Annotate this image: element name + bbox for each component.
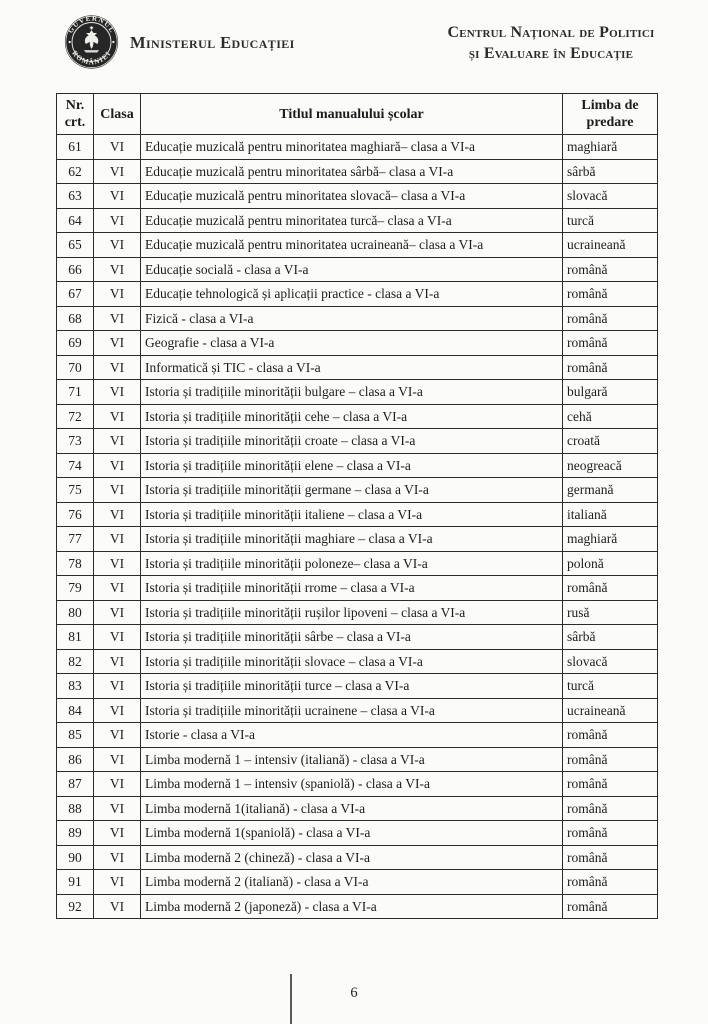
table-row [57, 306, 658, 331]
table-row [57, 331, 658, 356]
cell-nr-crt: 90 [57, 845, 94, 870]
table-row [57, 527, 658, 552]
cell-nr-crt: 64 [57, 208, 94, 233]
cell-title: Istoria și tradițiile minorității slovace – clasa a VI-a [141, 649, 563, 674]
cell-nr-crt: 71 [57, 380, 94, 405]
cell-title: Istoria și tradițiile minorității rrome – clasa a VI-a [141, 576, 563, 601]
table-row [57, 233, 658, 258]
table-row [57, 870, 658, 895]
table-row [57, 184, 658, 209]
cell-title: Limba modernă 1(italiană) - clasa a VI-a [141, 796, 563, 821]
cell-title: Istoria și tradițiile minorității rușilor lipoveni – clasa a VI-a [141, 600, 563, 625]
cell-nr-crt: 73 [57, 429, 94, 454]
cell-clasa: VI [94, 845, 141, 870]
cell-clasa: VI [94, 135, 141, 160]
cell-nr-crt: 74 [57, 453, 94, 478]
cell-title: Fizică - clasa a VI-a [141, 306, 563, 331]
cell-clasa: VI [94, 796, 141, 821]
cell-limba: sârbă [563, 625, 658, 650]
cell-nr-crt: 92 [57, 894, 94, 919]
cell-clasa: VI [94, 894, 141, 919]
cell-nr-crt: 78 [57, 551, 94, 576]
cell-nr-crt: 79 [57, 576, 94, 601]
cell-limba: neogreacă [563, 453, 658, 478]
national-center-title [420, 22, 682, 64]
cell-clasa: VI [94, 208, 141, 233]
cell-clasa: VI [94, 184, 141, 209]
cell-nr-crt: 70 [57, 355, 94, 380]
cell-clasa: VI [94, 674, 141, 699]
cell-limba: română [563, 894, 658, 919]
cell-title: Istoria și tradițiile minorității croate – clasa a VI-a [141, 429, 563, 454]
cell-title: Istorie - clasa a VI-a [141, 723, 563, 748]
cell-title: Istoria și tradițiile minorității turce – clasa a VI-a [141, 674, 563, 699]
cell-title: Istoria și tradițiile minorității italiene – clasa a VI-a [141, 502, 563, 527]
cell-title: Limba modernă 1 – intensiv (spaniolă) - clasa a VI-a [141, 772, 563, 797]
cell-nr-crt: 76 [57, 502, 94, 527]
table-header-row [57, 94, 658, 135]
cell-limba: turcă [563, 208, 658, 233]
cell-limba: română [563, 576, 658, 601]
cell-title: Istoria și tradițiile minorității ucrainene – clasa a VI-a [141, 698, 563, 723]
cell-title: Istoria și tradițiile minorității bulgare – clasa a VI-a [141, 380, 563, 405]
cell-clasa: VI [94, 698, 141, 723]
cell-limba: ucraineană [563, 698, 658, 723]
cell-limba: maghiară [563, 527, 658, 552]
cell-limba: română [563, 870, 658, 895]
cell-title: Educație socială - clasa a VI-a [141, 257, 563, 282]
cell-limba: cehă [563, 404, 658, 429]
table-row [57, 625, 658, 650]
cell-title: Educație muzicală pentru minoritatea maghiară– clasa a VI-a [141, 135, 563, 160]
table-row [57, 894, 658, 919]
cell-nr-crt: 87 [57, 772, 94, 797]
cell-limba: croată [563, 429, 658, 454]
table-row [57, 845, 658, 870]
cell-nr-crt: 84 [57, 698, 94, 723]
table-row [57, 674, 658, 699]
cell-clasa: VI [94, 625, 141, 650]
cell-nr-crt: 77 [57, 527, 94, 552]
cell-title: Istoria și tradițiile minorității maghiare – clasa a VI-a [141, 527, 563, 552]
cell-limba: polonă [563, 551, 658, 576]
cell-clasa: VI [94, 649, 141, 674]
cell-limba: română [563, 331, 658, 356]
cell-title: Istoria și tradițiile minorității elene – clasa a VI-a [141, 453, 563, 478]
cell-limba: română [563, 723, 658, 748]
cell-limba: ucraineană [563, 233, 658, 258]
cell-nr-crt: 91 [57, 870, 94, 895]
table-row [57, 551, 658, 576]
cell-nr-crt: 80 [57, 600, 94, 625]
cell-limba: slovacă [563, 649, 658, 674]
cell-clasa: VI [94, 429, 141, 454]
cell-clasa: VI [94, 306, 141, 331]
cell-nr-crt: 85 [57, 723, 94, 748]
government-of-romania-seal-icon [63, 12, 120, 72]
column-header-clasa: Clasa [94, 94, 141, 135]
cell-limba: română [563, 845, 658, 870]
textbook-table [56, 93, 658, 919]
cell-nr-crt: 66 [57, 257, 94, 282]
table-row [57, 257, 658, 282]
table-row [57, 380, 658, 405]
cell-limba: română [563, 282, 658, 307]
cell-title: Istoria și tradițiile minorității cehe – clasa a VI-a [141, 404, 563, 429]
cell-limba: română [563, 821, 658, 846]
ministry-title: Ministerul Educației [130, 33, 295, 52]
cell-clasa: VI [94, 772, 141, 797]
cell-limba: maghiară [563, 135, 658, 160]
cell-title: Educație muzicală pentru minoritatea turcă– clasa a VI-a [141, 208, 563, 233]
cell-nr-crt: 63 [57, 184, 94, 209]
cell-limba: română [563, 772, 658, 797]
cell-nr-crt: 65 [57, 233, 94, 258]
table-row [57, 453, 658, 478]
table-row [57, 429, 658, 454]
document-header [0, 0, 708, 90]
table-row [57, 208, 658, 233]
page-number: 6 [350, 985, 358, 1001]
table-row [57, 159, 658, 184]
cell-limba: turcă [563, 674, 658, 699]
cell-clasa: VI [94, 478, 141, 503]
cell-nr-crt: 62 [57, 159, 94, 184]
svg-text:ROMÂNIEI: ROMÂNIEI [70, 49, 113, 67]
table-row [57, 576, 658, 601]
cell-clasa: VI [94, 233, 141, 258]
cell-nr-crt: 89 [57, 821, 94, 846]
table-row [57, 600, 658, 625]
table-row [57, 821, 658, 846]
cell-clasa: VI [94, 821, 141, 846]
national-center-title-line2: și Evaluare în Educație [468, 45, 634, 62]
cell-nr-crt: 88 [57, 796, 94, 821]
cell-clasa: VI [94, 453, 141, 478]
column-header-titlul: Titlul manualului școlar [141, 94, 563, 135]
cell-title: Geografie - clasa a VI-a [141, 331, 563, 356]
cell-clasa: VI [94, 282, 141, 307]
column-header-limba: Limba de predare [563, 94, 658, 135]
cell-nr-crt: 75 [57, 478, 94, 503]
table-row [57, 282, 658, 307]
cell-limba: germană [563, 478, 658, 503]
cell-title: Educație tehnologică și aplicații practice - clasa a VI-a [141, 282, 563, 307]
cell-clasa: VI [94, 355, 141, 380]
cell-clasa: VI [94, 576, 141, 601]
table-body [57, 135, 658, 919]
table-row [57, 404, 658, 429]
cell-nr-crt: 67 [57, 282, 94, 307]
cell-nr-crt: 61 [57, 135, 94, 160]
cell-clasa: VI [94, 404, 141, 429]
cell-limba: rusă [563, 600, 658, 625]
cell-limba: română [563, 747, 658, 772]
cell-title: Limba modernă 2 (japoneză) - clasa a VI-a [141, 894, 563, 919]
cell-limba: slovacă [563, 184, 658, 209]
cell-clasa: VI [94, 723, 141, 748]
cell-limba: italiană [563, 502, 658, 527]
cell-limba: română [563, 355, 658, 380]
table-row [57, 723, 658, 748]
cell-title: Limba modernă 1 – intensiv (italiană) - clasa a VI-a [141, 747, 563, 772]
cell-nr-crt: 86 [57, 747, 94, 772]
cell-nr-crt: 72 [57, 404, 94, 429]
cell-title: Educație muzicală pentru minoritatea ucraineană– clasa a VI-a [141, 233, 563, 258]
cell-clasa: VI [94, 502, 141, 527]
cell-clasa: VI [94, 870, 141, 895]
cell-title: Istoria și tradițiile minorității poloneze– clasa a VI-a [141, 551, 563, 576]
table-row [57, 747, 658, 772]
cell-limba: bulgară [563, 380, 658, 405]
cell-clasa: VI [94, 331, 141, 356]
cell-limba: sârbă [563, 159, 658, 184]
cell-nr-crt: 68 [57, 306, 94, 331]
table-row [57, 135, 658, 160]
cell-title: Limba modernă 2 (chineză) - clasa a VI-a [141, 845, 563, 870]
cell-clasa: VI [94, 159, 141, 184]
cell-title: Educație muzicală pentru minoritatea sârbă– clasa a VI-a [141, 159, 563, 184]
cell-title: Limba modernă 2 (italiană) - clasa a VI-a [141, 870, 563, 895]
cell-nr-crt: 69 [57, 331, 94, 356]
table-row [57, 796, 658, 821]
cell-title: Educație muzicală pentru minoritatea slovacă– clasa a VI-a [141, 184, 563, 209]
table-header [57, 94, 658, 135]
national-center-title-line1: Centrul Național de Politici [447, 24, 655, 41]
cell-title: Informatică și TIC - clasa a VI-a [141, 355, 563, 380]
cell-limba: română [563, 257, 658, 282]
cell-clasa: VI [94, 380, 141, 405]
table-row [57, 772, 658, 797]
cell-limba: română [563, 796, 658, 821]
column-header-nr-crt: Nr. crt. [57, 94, 94, 135]
cell-nr-crt: 81 [57, 625, 94, 650]
table-row [57, 698, 658, 723]
cell-clasa: VI [94, 527, 141, 552]
table-row [57, 478, 658, 503]
svg-text:GUVERNUL: GUVERNUL [66, 14, 117, 35]
cell-title: Limba modernă 1(spaniolă) - clasa a VI-a [141, 821, 563, 846]
table-row [57, 355, 658, 380]
table-row [57, 649, 658, 674]
cell-limba: română [563, 306, 658, 331]
cell-clasa: VI [94, 747, 141, 772]
cell-title: Istoria și tradițiile minorității sârbe – clasa a VI-a [141, 625, 563, 650]
cell-clasa: VI [94, 257, 141, 282]
cell-clasa: VI [94, 551, 141, 576]
cell-nr-crt: 82 [57, 649, 94, 674]
cell-title: Istoria și tradițiile minorității germane – clasa a VI-a [141, 478, 563, 503]
cell-nr-crt: 83 [57, 674, 94, 699]
table-row [57, 502, 658, 527]
cell-clasa: VI [94, 600, 141, 625]
